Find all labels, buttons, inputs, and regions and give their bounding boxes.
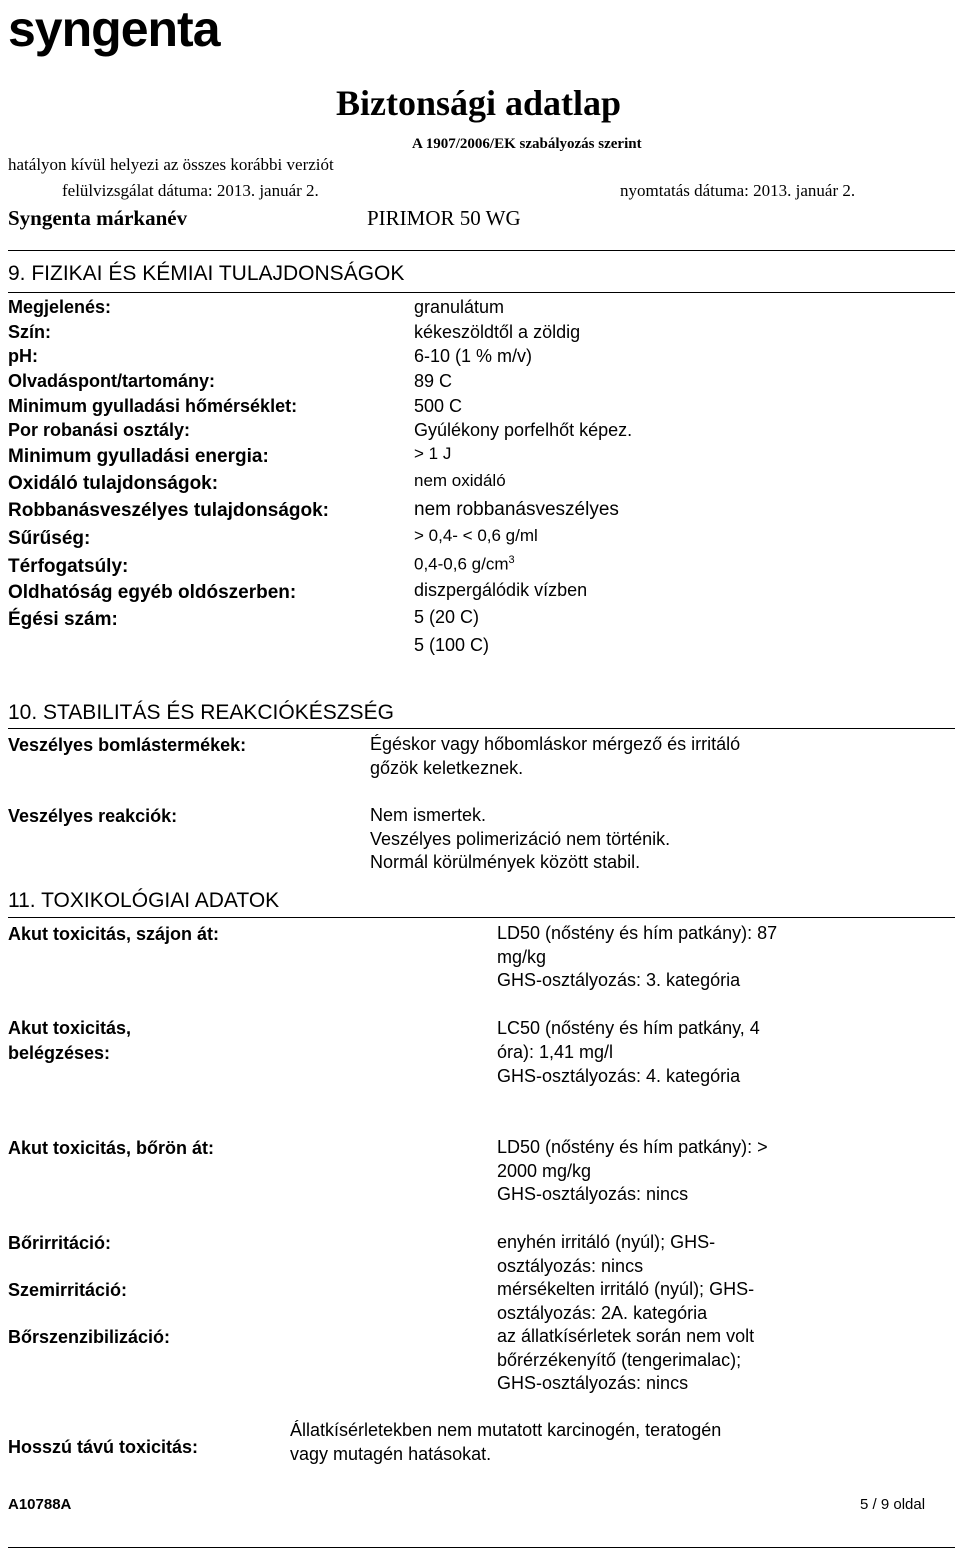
property-label: Olvadáspont/tartomány: [8,371,216,391]
document-code: A10788A [8,1496,72,1513]
supersedes-note: hatályon kívül helyezi az összes korábbi verziót [8,155,334,174]
property-value: 6-10 (1 % m/v) [414,346,533,366]
regulation-note: A 1907/2006/EK szabályozás szerint [412,136,642,152]
property-label: Megjelenés: [8,297,112,317]
toxicity-label: Akut toxicitás, bőrön át: [8,1138,215,1158]
section-9-heading: 9. FIZIKAI ÉS KÉMIAI TULAJDONSÁGOK [8,262,405,285]
section-11-heading: 11. TOXIKOLÓGIAI ADATOK [8,889,280,912]
toxicity-value: GHS-osztályozás: nincs [497,1184,689,1204]
toxicity-value: LC50 (nőstény és hím patkány, 4 [497,1018,760,1038]
toxicity-value: 2000 mg/kg [497,1161,592,1181]
product-name: PIRIMOR 50 WG [367,206,521,230]
syngenta-logo [8,0,220,58]
property-label: Minimum gyulladási hőmérséklet: [8,396,298,416]
stability-value: Nem ismertek. [370,805,487,825]
longterm-value: vagy mutagén hatásokat. [290,1444,492,1464]
longterm-value: Állatkísérletekben nem mutatott karcinogén, teratogén [290,1420,722,1440]
print-date: nyomtatás dátuma: 2013. január 2. [620,181,856,200]
page-number: 5 / 9 oldal [860,1496,926,1513]
property-label: Térfogatsúly: [8,556,129,577]
irritation-label: Bőrszenzibilizáció: [8,1327,171,1347]
header-divider [8,250,955,251]
irritation-value: GHS-osztályozás: nincs [497,1373,689,1393]
toxicity-label: Akut toxicitás, [8,1018,132,1038]
property-value: nem robbanásveszélyes [414,499,619,520]
irritation-value: mérsékelten irritáló (nyúl); GHS- [497,1279,755,1299]
property-label: Por robanási osztály: [8,420,191,440]
irritation-value: enyhén irritáló (nyúl); GHS- [497,1232,716,1252]
property-value: diszpergálódik vízben [414,580,588,600]
property-label: Robbanásveszélyes tulajdonságok: [8,500,329,521]
section-9-divider [8,292,955,293]
toxicity-value: GHS-osztályozás: 4. kategória [497,1066,741,1086]
irritation-value: osztályozás: nincs [497,1256,644,1276]
property-value: Gyúlékony porfelhőt képez. [414,420,633,440]
property-label: Sűrűség: [8,528,91,549]
revision-date: felülvizsgálat dátuma: 2013. január 2. [62,181,319,200]
section-10-divider [8,728,955,729]
property-label: pH: [8,346,38,366]
brand-label: Syngenta márkanév [8,206,188,230]
unit-superscript: 3 [508,554,515,566]
irritation-label: Szemirritáció: [8,1280,128,1300]
stability-value: Égéskor vagy hőbomláskor mérgező és irritáló [370,734,741,754]
property-value: kékeszöldtől a zöldig [414,322,581,342]
stability-label: Veszélyes reakciók: [8,806,178,826]
irritation-label: Bőrirritáció: [8,1233,112,1253]
property-value: 89 C [414,371,453,391]
property-label: Oxidáló tulajdonságok: [8,473,219,494]
property-value: granulátum [414,297,505,317]
footer-divider [8,1547,955,1548]
property-value: 5 (20 C) [414,607,480,627]
property-value: nem oxidáló [414,471,506,490]
property-label: Szín: [8,322,51,342]
property-value: 5 (100 C) [414,635,490,655]
property-label: Égési szám: [8,609,118,630]
irritation-value: bőrérzékenyítő (tengerimalac); [497,1350,742,1370]
property-label: Minimum gyulladási energia: [8,446,269,467]
stability-label: Veszélyes bomlástermékek: [8,735,247,755]
toxicity-value: LD50 (nőstény és hím patkány): 87 [497,923,778,943]
density-value: 0,4-0,6 g/cm [414,554,509,574]
longterm-label: Hosszú távú toxicitás: [8,1437,199,1457]
toxicity-value: LD50 (nőstény és hím patkány): > [497,1137,768,1157]
logo-text: syngenta [8,1,220,57]
property-value: > 1 J [414,444,452,463]
stability-value: Normál körülmények között stabil. [370,852,641,872]
section-11-divider [8,917,955,918]
property-label: Oldhatóság egyéb oldószerben: [8,582,297,603]
toxicity-value: mg/kg [497,947,547,967]
stability-value: Veszélyes polimerizáció nem történik. [370,829,671,849]
property-value: > 0,4- < 0,6 g/ml [414,526,538,545]
property-value [414,554,515,575]
stability-value: gőzök keletkeznek. [370,758,524,778]
property-value: 500 C [414,396,463,416]
section-10-heading: 10. STABILITÁS ÉS REAKCIÓKÉSZSÉG [8,701,394,724]
toxicity-value: GHS-osztályozás: 3. kategória [497,970,741,990]
toxicity-label: belégzéses: [8,1043,111,1063]
irritation-value: osztályozás: 2A. kategória [497,1303,708,1323]
irritation-value: az állatkísérletek során nem volt [497,1326,755,1346]
toxicity-label: Akut toxicitás, szájon át: [8,924,220,944]
toxicity-value: óra): 1,41 mg/l [497,1042,614,1062]
document-title: Biztonsági adatlap [336,83,622,123]
